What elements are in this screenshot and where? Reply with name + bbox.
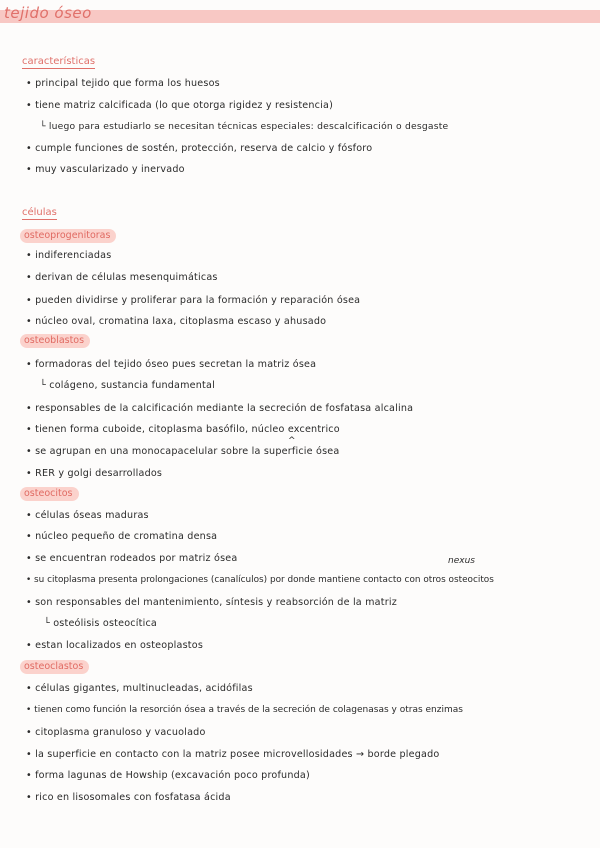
note-line: • estan localizados en osteoplastos — [26, 640, 204, 651]
note-line: • tienen forma cuboide, citoplasma basófilo, núcleo excentrico — [26, 424, 340, 435]
page-title: tejido óseo — [4, 4, 92, 22]
note-line: • cumple funciones de sostén, protección, reserva de calcio y fósforo — [26, 143, 373, 154]
note-line: • núcleo oval, cromatina laxa, citoplasma escaso y ahusado — [26, 316, 327, 327]
note-line: • principal tejido que forma los huesos — [26, 78, 220, 89]
subheading-osteocitos: osteocitos — [20, 487, 79, 501]
note-subline: └ luego para estudiarlo se necesitan técnicas especiales: descalcificación o desgaste — [40, 121, 449, 132]
note-line: • se encuentran rodeados por matriz ósea — [26, 553, 238, 564]
note-line: • citoplasma granuloso y vacuolado — [26, 727, 206, 738]
note-line: • derivan de células mesenquimáticas — [26, 272, 218, 283]
note-line: • pueden dividirse y proliferar para la formación y reparación ósea — [26, 295, 361, 306]
note-line: • son responsables del mantenimiento, síntesis y reabsorción de la matriz — [26, 597, 397, 608]
note-line: • muy vascularizado y inervado — [26, 164, 185, 175]
note-line: • la superficie en contacto con la matriz posee microvellosidades → borde plegado — [26, 749, 440, 760]
note-line: • tienen como función la resorción ósea a través de la secreción de colagenasas y otras enzimas — [26, 705, 463, 715]
annotation-nexus: nexus — [448, 556, 475, 566]
note-line: • forma lagunas de Howship (excavación poco profunda) — [26, 770, 310, 781]
subheading-osteoprogenitoras: osteoprogenitoras — [20, 229, 116, 243]
note-line: • responsables de la calcificación mediante la secreción de fosfatasa alcalina — [26, 403, 414, 414]
note-line: • células gigantes, multinucleadas, acidófilas — [26, 683, 253, 694]
note-subline: └ colágeno, sustancia fundamental — [40, 380, 215, 391]
note-line: • tiene matriz calcificada (lo que otorga rigidez y resistencia) — [26, 100, 334, 111]
insertion-caret: ^ — [288, 436, 296, 446]
note-line: • núcleo pequeño de cromatina densa — [26, 531, 218, 542]
note-line: • su citoplasma presenta prolongaciones (canalículos) por donde mantiene contacto con otros osteocitos — [26, 575, 494, 585]
note-subline: └ osteólisis osteocítica — [44, 618, 157, 629]
section-heading-celulas: células — [22, 207, 57, 218]
section-heading-caracteristicas: características — [22, 56, 96, 67]
note-line: • formadoras del tejido óseo pues secretan la matriz ósea — [26, 359, 317, 370]
note-line: • indiferenciadas — [26, 250, 112, 261]
note-line: • RER y golgi desarrollados — [26, 468, 163, 479]
note-line: • células óseas maduras — [26, 510, 149, 521]
note-line: • se agrupan en una monocapacelular sobre la superficie ósea — [26, 446, 340, 457]
subheading-osteoblastos: osteoblastos — [20, 334, 90, 348]
note-line: • rico en lisosomales con fosfatasa ácida — [26, 792, 231, 803]
subheading-osteoclastos: osteoclastos — [20, 660, 89, 674]
